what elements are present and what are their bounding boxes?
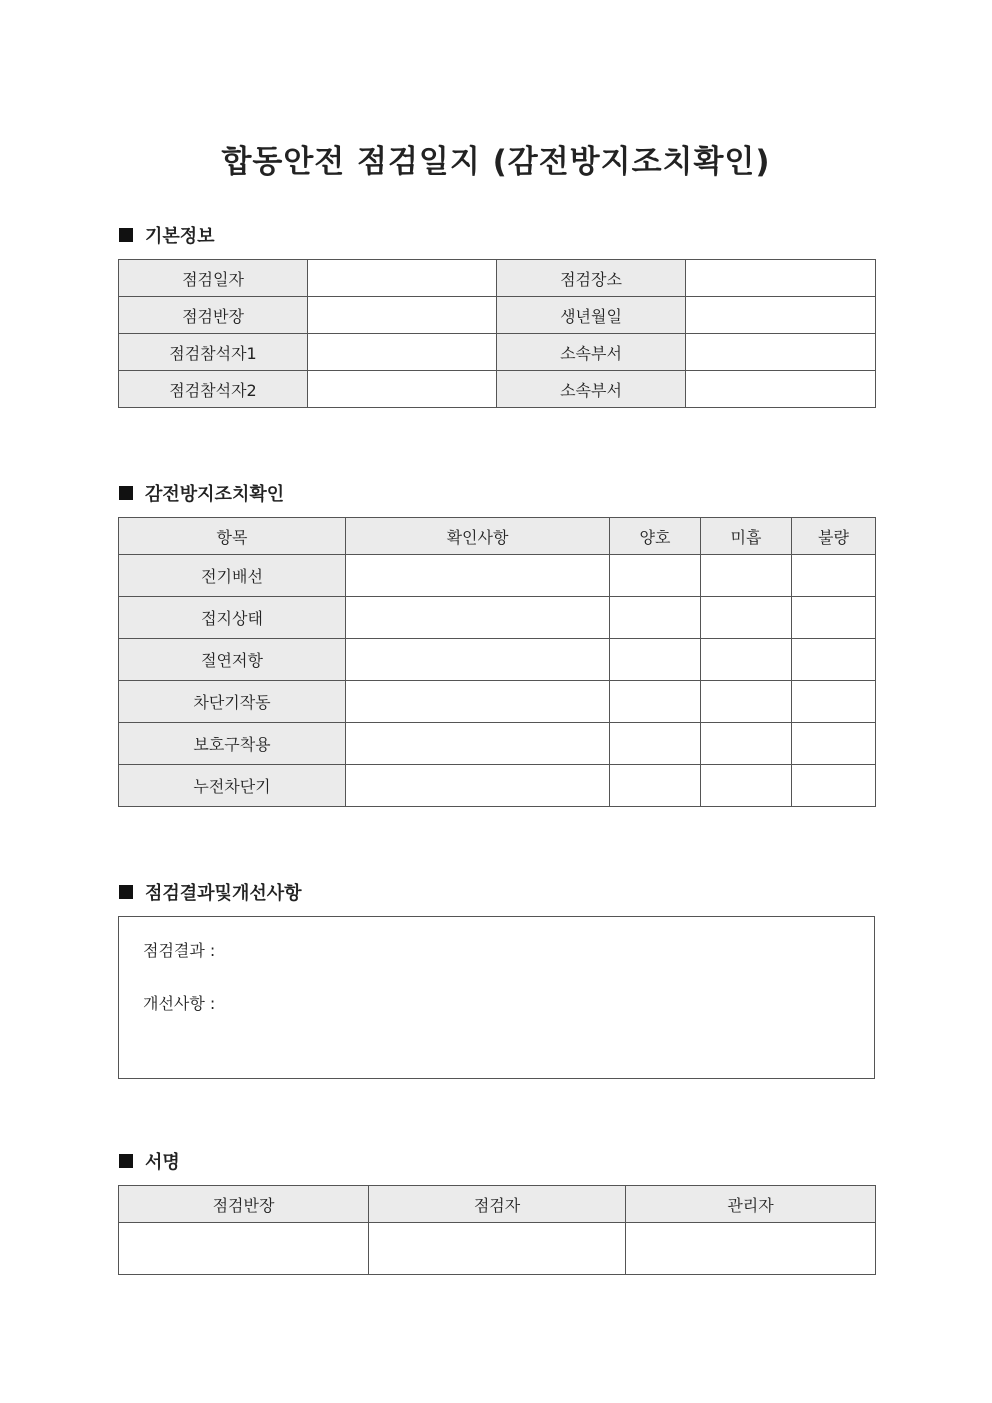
square-bullet-icon	[119, 486, 133, 500]
check-details-cell[interactable]	[346, 681, 610, 723]
document-title: 합동안전 점검일지 (감전방지조치확인)	[221, 144, 771, 180]
section-heading-label: 점검결과및개선사항	[145, 883, 302, 904]
check-details-cell[interactable]	[346, 597, 610, 639]
insufficient-cell[interactable]	[701, 681, 792, 723]
column-header-check-details: 확인사항	[346, 518, 610, 555]
good-cell[interactable]	[610, 639, 701, 681]
poor-cell[interactable]	[792, 723, 876, 765]
good-cell[interactable]	[610, 765, 701, 807]
column-header-manager: 관리자	[626, 1186, 876, 1223]
results-text-box[interactable]	[118, 916, 875, 1079]
table-row	[119, 555, 876, 597]
check-item-label: 전기배선	[119, 555, 346, 597]
section-heading-label: 감전방지조치확인	[145, 484, 285, 505]
table-row	[119, 260, 876, 297]
shock-prevention-check-table	[118, 517, 876, 807]
insufficient-cell[interactable]	[701, 723, 792, 765]
manager-signature-cell[interactable]	[626, 1223, 876, 1275]
section-heading-label: 서명	[145, 1152, 180, 1173]
poor-cell[interactable]	[792, 765, 876, 807]
column-header-inspection-leader: 점검반장	[119, 1186, 369, 1223]
column-header-insufficient: 미흡	[701, 518, 792, 555]
check-item-label: 접지상태	[119, 597, 346, 639]
table-row	[119, 371, 876, 408]
check-item-label: 절연저항	[119, 639, 346, 681]
square-bullet-icon	[119, 885, 133, 899]
table-row	[119, 597, 876, 639]
table-row	[119, 639, 876, 681]
check-details-cell[interactable]	[346, 639, 610, 681]
good-cell[interactable]	[610, 681, 701, 723]
table-header-row	[119, 518, 876, 555]
check-item-label: 보호구착용	[119, 723, 346, 765]
table-row	[119, 334, 876, 371]
check-item-label: 차단기작동	[119, 681, 346, 723]
section-heading-basic-info	[119, 222, 215, 248]
inspection-leader-field[interactable]	[308, 297, 497, 334]
square-bullet-icon	[119, 1154, 133, 1168]
poor-cell[interactable]	[792, 597, 876, 639]
insufficient-cell[interactable]	[701, 765, 792, 807]
field-label: 점검반장	[119, 297, 308, 334]
table-row	[119, 765, 876, 807]
check-details-cell[interactable]	[346, 723, 610, 765]
section-heading-label: 기본정보	[145, 226, 215, 247]
signature-table	[118, 1185, 876, 1275]
insufficient-cell[interactable]	[701, 597, 792, 639]
good-cell[interactable]	[610, 723, 701, 765]
basic-info-table	[118, 259, 876, 408]
field-label: 점검일자	[119, 260, 308, 297]
table-row	[119, 723, 876, 765]
table-header-row	[119, 1186, 876, 1223]
attendee1-field[interactable]	[308, 334, 497, 371]
improvement-label: 개선사항 :	[143, 994, 216, 1013]
field-label: 점검참석자2	[119, 371, 308, 408]
table-row	[119, 1223, 876, 1275]
inspection-leader-signature-cell[interactable]	[119, 1223, 369, 1275]
field-label: 점검참석자1	[119, 334, 308, 371]
inspection-result-label: 점검결과 :	[143, 941, 216, 960]
check-details-cell[interactable]	[346, 555, 610, 597]
table-row	[119, 297, 876, 334]
square-bullet-icon	[119, 228, 133, 242]
attendee2-department-field[interactable]	[686, 371, 876, 408]
inspector-signature-cell[interactable]	[369, 1223, 626, 1275]
birth-date-field[interactable]	[686, 297, 876, 334]
inspection-date-field[interactable]	[308, 260, 497, 297]
insufficient-cell[interactable]	[701, 639, 792, 681]
column-header-good: 양호	[610, 518, 701, 555]
field-label: 소속부서	[497, 371, 686, 408]
good-cell[interactable]	[610, 555, 701, 597]
good-cell[interactable]	[610, 597, 701, 639]
poor-cell[interactable]	[792, 555, 876, 597]
inspection-location-field[interactable]	[686, 260, 876, 297]
column-header-item: 항목	[119, 518, 346, 555]
section-heading-results	[119, 879, 302, 905]
table-row	[119, 681, 876, 723]
field-label: 소속부서	[497, 334, 686, 371]
poor-cell[interactable]	[792, 681, 876, 723]
column-header-poor: 불량	[792, 518, 876, 555]
section-heading-signature	[119, 1148, 180, 1174]
section-heading-shock-prevention	[119, 480, 284, 506]
field-label: 점검장소	[497, 260, 686, 297]
attendee2-field[interactable]	[308, 371, 497, 408]
check-details-cell[interactable]	[346, 765, 610, 807]
insufficient-cell[interactable]	[701, 555, 792, 597]
poor-cell[interactable]	[792, 639, 876, 681]
attendee1-department-field[interactable]	[686, 334, 876, 371]
field-label: 생년월일	[497, 297, 686, 334]
check-item-label: 누전차단기	[119, 765, 346, 807]
column-header-inspector: 점검자	[369, 1186, 626, 1223]
